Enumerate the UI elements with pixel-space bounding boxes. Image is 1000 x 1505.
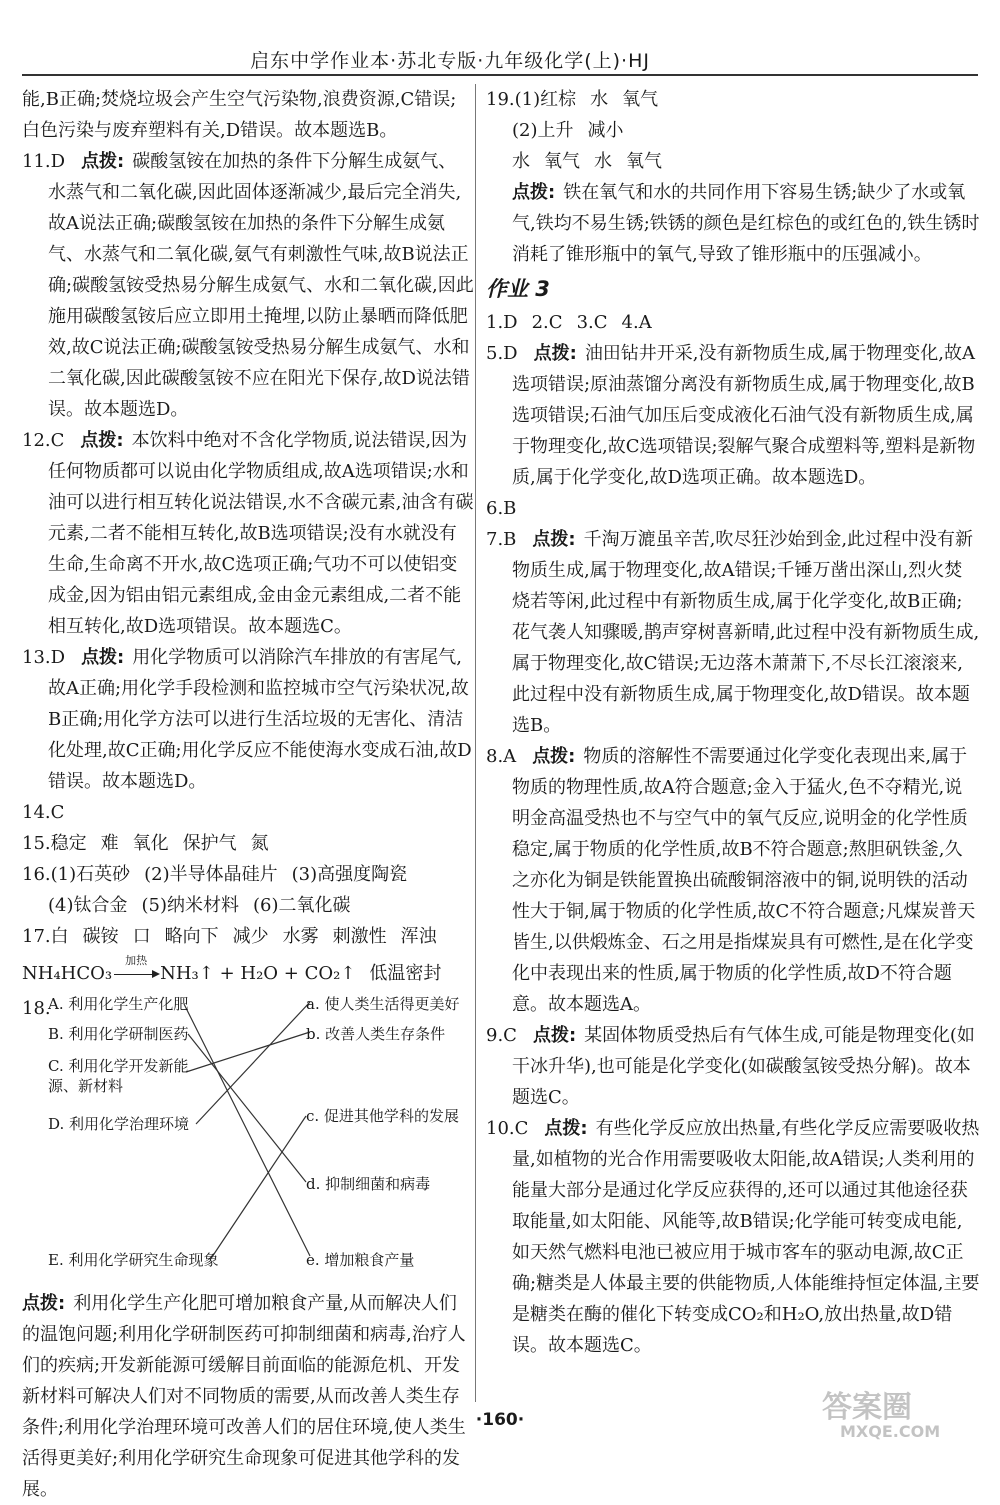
left-column xyxy=(22,84,474,1505)
explanation-text: 本饮料中绝对不含化学物质,说法错误,因为任何物质都可以说由化学物质组成,故A选项错误;水和油可以进行相互转化说法错误,水不含碳元素,油含有碳元素,二者不能相互转化,故B选项错误;没有水就没有生命,生命离不开水,故C选项正确;气功不可以使铝变成金,因为铝由铝元素组成,金由金元素组成,二者不能相互转化,故D选项错误。故本题选C。 xyxy=(48,430,474,637)
reaction-condition: 加热 xyxy=(125,954,148,967)
match-left-item-d: D. 利用化学治理环境 xyxy=(48,1115,190,1133)
question-18-explanation xyxy=(22,1288,474,1505)
watermark-text: 答案圈 xyxy=(822,1390,912,1425)
matching-diagram xyxy=(48,994,474,1302)
answer: (5)纳米材料 xyxy=(141,895,239,916)
page-number: ·160· xyxy=(475,1410,525,1430)
answer: 水 xyxy=(590,89,609,110)
hint-label: 点拨: xyxy=(80,430,124,451)
answer: 保护气 xyxy=(182,833,237,854)
answer: 氧气 xyxy=(626,151,662,172)
hint-label: 点拨: xyxy=(532,529,576,550)
header-title: 启东中学作业本·苏北专版·九年级化学(上)·HJ xyxy=(250,50,650,72)
page-header xyxy=(0,0,1000,78)
explanation-text: 碳酸氢铵在加热的条件下分解生成氨气、水蒸气和二氧化碳,因此固体逐渐减少,最后完全消失,故A说法正确;碳酸氢铵在加热的条件下分解生成氨气、水蒸气和二氧化碳,氨气有刺激性气味,故B说法正确;碳酸氢铵受热易分解生成氨气、水和二氧化碳,因此施用碳酸氢铵后应立即用土掩埋,以防止暴晒而降低肥效,故C说法正确;碳酸氢铵受热易分解生成氨气、水和二氧化碳,因此碳酸氢铵不应在阳光下保存,故D说法错误。故本题选D。 xyxy=(48,151,474,420)
hint-label: 点拨: xyxy=(533,343,577,364)
question-number: 16. xyxy=(22,864,51,885)
explanation-text: 油田钻井开采,没有新物质生成,属于物理变化,故A选项错误;原油蒸馏分离没有新物质生成,属于物理变化,故B选项错误;石油气加压后变成液化石油气没有新物质生成,属于物理变化,故C选项错误;裂解气聚合成塑料等,塑料是新物质,属于化学变化,故D选项正确。故本题选D。 xyxy=(512,343,976,488)
answer: (1)石英砂 xyxy=(50,864,131,885)
hint-label: 点拨: xyxy=(81,151,125,172)
match-left-item-c: C. 利用化学开发新能源、新材料 xyxy=(48,1057,189,1095)
answer: 刺激性 xyxy=(332,926,387,947)
question-14: 14.C xyxy=(22,802,65,823)
answer: 1.D xyxy=(486,312,518,333)
question-8 xyxy=(486,741,980,1020)
match-right-item-b: b. 改善人类生存条件 xyxy=(306,1025,446,1043)
explanation-text: 利用化学生产化肥可增加粮食产量,从而解决人们的温饱问题;利用化学研制医药可抑制细菌和病毒,治疗人们的疾病;开发新能源可缓解目前面临的能源危机、开发新材料可解决人们对不同物质的需要,从而改善人类生存条件;利用化学治理环境可改善人们的居住环境,使人类生活得更美好;利用化学研究生命现象可促进其他学科的发展。 xyxy=(22,1293,466,1500)
hint-label: 点拨: xyxy=(532,746,576,767)
question-number: 5.D xyxy=(486,343,518,364)
answer: 减少 xyxy=(232,926,269,947)
match-right-item-a: a. 使人类生活得更美好 xyxy=(306,995,460,1013)
question-18-number: 18. xyxy=(22,998,51,1019)
match-right-item-d: d. 抑制细菌和病毒 xyxy=(306,1175,431,1193)
hint-label: 点拨: xyxy=(544,1118,588,1139)
question-number: 17. xyxy=(22,926,51,947)
question-13 xyxy=(22,642,474,797)
hint-label: 点拨: xyxy=(512,182,556,203)
answer: (4)钛合金 xyxy=(48,895,128,916)
question-number: 13.D xyxy=(22,647,66,668)
question-16 xyxy=(22,859,474,890)
answer: 水雾 xyxy=(282,926,319,947)
answer: (3)高强度陶瓷 xyxy=(291,864,408,885)
answer: 浑浊 xyxy=(400,926,437,947)
watermark-url: MXQE.COM xyxy=(840,1422,941,1441)
right-column xyxy=(486,84,980,1361)
section-title: 作业 3 xyxy=(486,277,550,301)
match-right-item-c: c. 促进其他学科的发展 xyxy=(306,1107,459,1125)
explanation-text: 有些化学反应放出热量,有些化学反应需要吸收热量,如植物的光合作用需要吸收太阳能,故A错误;人类利用的能量大部分是通过化学反应获得的,还可以通过其他途径获取能量,如太阳能、风能等,故B错误;化学能可转变成电能,如天然气燃料电池已被应用于城市客车的驱动电源,故C正确;糖类是人体最主要的供能物质,人体能维持恒定体温,主要是糖类在酶的催化下转变成CO₂和H₂O,放出热量,故D错误。故本题选C。 xyxy=(512,1118,980,1356)
match-right-item-e: e. 增加粮食产量 xyxy=(306,1251,415,1269)
answer: 略向下 xyxy=(164,926,219,947)
question-7 xyxy=(486,524,980,741)
match-left-item-e: E. 利用化学研究生命现象 xyxy=(48,1251,219,1269)
question-12 xyxy=(22,425,474,642)
reaction-arrow-icon xyxy=(112,954,160,989)
chemical-equation xyxy=(22,954,474,989)
answer: (1)红棕 xyxy=(514,89,577,110)
intro-paragraph: 能,B正确;焚烧垃圾会产生空气污染物,浪费资源,C错误;白色污染与废弃塑料有关,D错误。故本题选B。 xyxy=(22,89,457,141)
question-19-explanation xyxy=(486,177,980,270)
equation-products: NH₃↑ + H₂O + CO₂↑ xyxy=(160,963,356,984)
question-17 xyxy=(22,921,474,952)
match-left-item-b: B. 利用化学研制医药 xyxy=(48,1025,189,1043)
question-19 xyxy=(486,84,980,115)
watermark-logo xyxy=(822,1382,982,1446)
question-19-line2 xyxy=(486,115,980,146)
answer: 氧化 xyxy=(132,833,169,854)
answer: (2)上升 xyxy=(512,120,574,141)
question-6: 6.B xyxy=(486,498,517,519)
answer: 水 xyxy=(594,151,612,172)
question-number: 9.C xyxy=(486,1025,517,1046)
question-number: 12.C xyxy=(22,430,65,451)
header-rule xyxy=(22,74,978,76)
match-line-e-c xyxy=(210,1116,306,1260)
answer: 2.C xyxy=(531,312,563,333)
answer: 氧气 xyxy=(544,151,580,172)
answer: 白 xyxy=(50,926,69,947)
explanation-text: 物质的溶解性不需要通过化学变化表现出来,属于物质的物理性质,故A符合题意;金入于猛火,色不夺精光,说明金高温受热也不与空气中的氧气反应,说明金的化学性质稳定,属于物质的化学性质,故B不符合题意;熬胆矾铁釜,久之亦化为铜是铁能置换出硫酸铜溶液中的铜,说明铁的活动性大于铜,属于物质的化学性质,故C不符合题意;凡煤炭普天皆生,以供煅炼金、石之用是指煤炭具有可燃性,是在化学变化中表现出来的性质,属于物质的化学性质,故D不符合题意。故本题选A。 xyxy=(512,746,976,1015)
match-line-a-e xyxy=(184,1004,310,1256)
question-number: 8.A xyxy=(486,746,517,767)
column-divider xyxy=(475,84,476,1402)
answer: (6)二氧化碳 xyxy=(253,895,351,916)
questions-1-4 xyxy=(486,307,980,338)
answer: 氧气 xyxy=(622,89,659,110)
question-10 xyxy=(486,1113,980,1361)
question-number: 15. xyxy=(22,833,51,854)
question-9 xyxy=(486,1020,980,1113)
question-5 xyxy=(486,338,980,493)
question-number: 10.C xyxy=(486,1118,529,1139)
hint-label: 点拨: xyxy=(22,1293,66,1314)
hint-label: 点拨: xyxy=(81,647,125,668)
explanation-text: 铁在氧气和水的共同作用下容易生锈;缺少了水或氧气,铁均不易生锈;铁锈的颜色是红棕色的或红色的,铁生锈时消耗了锥形瓶中的氧气,导致了锥形瓶中的压强减小。 xyxy=(512,182,980,265)
question-19-line3 xyxy=(486,146,980,177)
answer: (2)半导体晶硅片 xyxy=(144,864,278,885)
question-16-line2 xyxy=(22,890,474,921)
question-number: 7.B xyxy=(486,529,517,550)
answer: 4.A xyxy=(621,312,652,333)
answer: 3.C xyxy=(576,312,608,333)
answer: 难 xyxy=(100,833,119,854)
explanation-text: 某固体物质受热后有气体生成,可能是物理变化(如干冰升华),也可能是化学变化(如碳酸氢铵受热分解)。故本题选C。 xyxy=(512,1025,975,1108)
equation-reactant: NH₄HCO₃ xyxy=(22,963,113,984)
question-number: 11.D xyxy=(22,151,66,172)
answer: 减小 xyxy=(587,120,624,141)
match-left-item-a: A. 利用化学生产化肥 xyxy=(48,995,189,1013)
answer: 碳铵 xyxy=(82,926,119,947)
question-11 xyxy=(22,146,474,425)
question-number: 19. xyxy=(486,89,515,110)
answer: 口 xyxy=(132,926,151,947)
question-15 xyxy=(22,828,474,859)
storage-note: 低温密封 xyxy=(369,963,442,984)
explanation-text: 用化学物质可以消除汽车排放的有害尾气,故A正确;用化学手段检测和监控城市空气污染状况,故B正确;用化学方法可以进行生活垃圾的无害化、清洁化处理,故C正确;用化学反应不能使海水变成石油,故D错误。故本题选D。 xyxy=(48,647,472,792)
hint-label: 点拨: xyxy=(532,1025,577,1046)
answer: 稳定 xyxy=(50,833,87,854)
answer: 水 xyxy=(512,151,530,172)
answer: 氮 xyxy=(250,833,269,854)
explanation-text: 千淘万漉虽辛苦,吹尽狂沙始到金,此过程中没有新物质生成,属于物理变化,故A错误;千锤万凿出深山,烈火焚烧若等闲,此过程中有新物质生成,属于化学变化,故B正确;花气袭人知骤暖,鹊声穿树喜新晴,此过程中没有新物质生成,属于物理变化,故C错误;无边落木萧萧下,不尽长江滚滚来,此过程中没有新物质生成,属于物理变化,故D错误。故本题选B。 xyxy=(512,529,980,736)
